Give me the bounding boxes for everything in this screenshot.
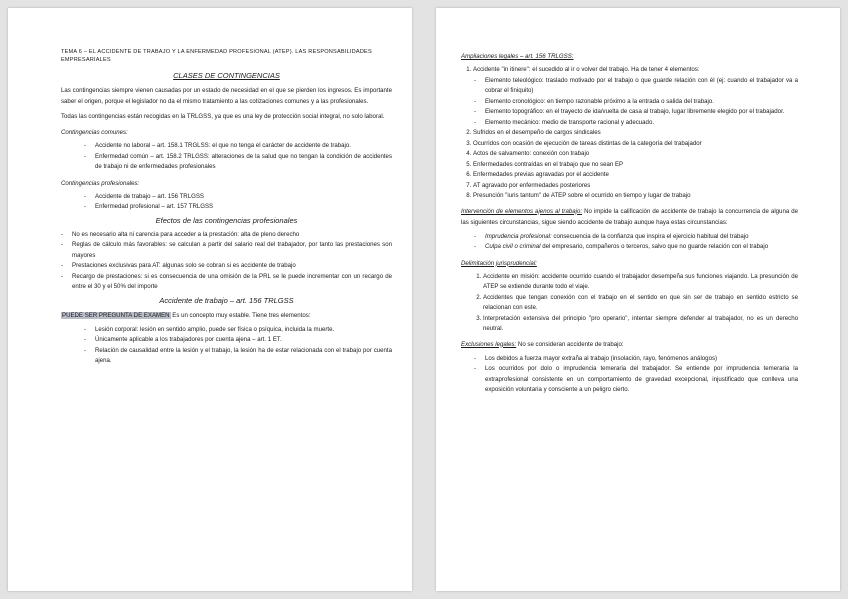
list-item: - Accidente no laboral – art. 158.1 TRGLSS: el que no tenga el carácter de accidente de trabajo.	[95, 141, 392, 152]
list-item: - Accidente de trabajo – art. 156 TRLGSS	[95, 192, 392, 203]
in-itinere-sublist	[473, 76, 798, 129]
document-page-left	[8, 8, 412, 591]
list-item: - Los debidos a fuerza mayor extraña al trabajo (insolación, rayo, fenómenos análogos)	[485, 354, 798, 365]
list-item: - Elemento topográfico: en el trayecto de ida/vuelta de casa al trabajo, lugar libremente elegido por el trabajador.	[485, 107, 798, 118]
list-item: 8. Presunción "iuris tantum" de ATEP sobre el ocurrido en tiempo y lugar de trabajo	[473, 191, 798, 202]
efectos-title: Efectos de las contingencias profesionales	[155, 215, 298, 225]
list-item: 6. Enfermedades previas agravadas por el accidente	[473, 170, 798, 181]
exam-highlight: PUEDE SER PREGUNTA DE EXAMEN	[62, 311, 170, 319]
exclusiones-label: Exclusiones legales:	[461, 340, 517, 348]
list-item: 3. Interpretación extensiva del principio "pro operario", intentar siempre defender al trabajador, no es un derecho neutral.	[483, 314, 798, 335]
list-item: - Únicamente aplicable a los trabajadores por cuenta ajena – art. 1 ET.	[95, 335, 392, 346]
exclusiones-paragraph	[461, 339, 798, 350]
document-header: TEMA 6 – EL ACCIDENTE DE TRABAJO Y LA ENFERMEDAD PROFESIONAL (ATEP). LAS RESPONSABILIDADES EMPRESARIALES	[61, 49, 372, 63]
ampliaciones-list	[461, 65, 798, 202]
definition: del empresario, compañeros o terceros, salvo que no guarde relación con el trabajo	[540, 243, 769, 250]
in-itinere-text: Accidente "in itinere": el sucedido al ir o volver del trabajo. Ha de tener 4 elementos:	[473, 66, 700, 73]
document-page-right	[436, 8, 840, 591]
accidente-title: Accidente de trabajo – art. 156 TRLGSS	[159, 295, 294, 305]
list-item: - Recargo de prestaciones: si es consecuencia de una omisión de la PRL se le puede incrementar con un recargo de entre el 30 y el 50% del importe	[72, 272, 392, 293]
list-item: - Los ocurridos por dolo o imprudencia temeraria del trabajador. Se entiende por imprudencia temeraria la extraprofesional consistente en un comportamiento de gravedad excepcional, injustificado que conlleva una exposición voluntaria y consciente a un peligro cierto.	[485, 364, 798, 396]
intervencion-paragraph	[461, 206, 798, 228]
accidente-intro	[61, 310, 392, 321]
list-item	[485, 232, 798, 243]
list-item: - Enfermedad profesional – art. 157 TRLGSS	[95, 202, 392, 213]
list-item: - Enfermedad común – art. 158.2 TRLGSS: alteraciones de la salud que no tengan la condición de accidentes de trabajo ni de enfermedades profesionales	[95, 152, 392, 173]
exclusiones-text: No se consideran accidente de trabajo:	[516, 340, 624, 348]
intro-paragraph-2: Todas las contingencias están recogidas en la TRLGSS, ya que es una ley de protección social integral, no solo laboral.	[61, 113, 385, 120]
delimitacion-label: Delimitación jurisprudencial:	[461, 259, 537, 267]
list-item: - Elemento mecánico: medio de transporte racional y adecuado.	[485, 118, 798, 129]
accidente-intro-text: Es un concepto muy estable. Tiene tres elementos:	[170, 311, 311, 319]
term: Imprudencia profesional:	[485, 232, 552, 240]
list-item: - Reglas de cálculo más favorables: se calculan a partir del salario real del trabajador, por tanto las prestaciones son mayores	[72, 240, 392, 261]
intervencion-label: Intervención de elementos ajenos al trabajo:	[461, 207, 583, 215]
delimitacion-list	[461, 272, 798, 335]
list-item: 7. AT agravado por enfermedades posteriores	[473, 181, 798, 192]
exclusiones-list	[461, 354, 798, 396]
list-item: - Elemento teleológico: traslado motivado por el trabajo o que guarde relación con él (ej: cuando el trabajador va a cobrar el finiquito)	[485, 76, 798, 97]
comunes-list	[61, 141, 392, 173]
list-item	[473, 65, 798, 128]
intervencion-text: No impide la calificación de accidente de trabajo la concurrencia de alguna de las siguientes circunstancias, sigue siendo accidente de trabajo aunque haya estas circunstancias:	[461, 207, 798, 226]
profesionales-list	[61, 192, 392, 213]
list-item	[485, 242, 798, 253]
list-item: 2. Sufridos en el desempeño de cargos sindicales	[473, 128, 798, 139]
list-item: 4. Actos de salvamento: conexión con trabajo	[473, 149, 798, 160]
list-item: - Lesión corporal: lesión en sentido amplio, puede ser física o psíquica, incluida la muerte.	[95, 325, 392, 336]
comunes-label: Contingencias comunes:	[61, 129, 128, 136]
list-item: 2. Accidentes que tengan conexión con el trabajo en el sentido en que sin ser de trabajo en sentido estricto se relacionan con este.	[483, 293, 798, 314]
elementos-list	[61, 325, 392, 367]
list-item: 5. Enfermedades contraídas en el trabajo que no sean EP	[473, 160, 798, 171]
efectos-list	[61, 230, 392, 293]
profesionales-label: Contingencias profesionales:	[61, 179, 140, 187]
term: Culpa civil o criminal	[485, 243, 541, 250]
section-title-clases: CLASES DE CONTINGENCIAS	[173, 71, 280, 80]
list-item: - Prestaciones exclusivas para AT: algunas solo se cobran si es accidente de trabajo	[72, 261, 392, 272]
intro-paragraph-1: Las contingencias siempre vienen causadas por un estado de necesidad en el que se pierden los ingresos. Es importante saber el origen, porque el legislador no da el mismo tratamiento a las cotizaciones comunes y a las profesionales.	[61, 87, 392, 105]
list-item: - Relación de causalidad entre la lesión y el trabajo, la lesión ha de estar relacionada con el trabajo por cuenta ajena.	[95, 346, 392, 367]
list-item: 1. Accidente en misión: accidente ocurrido cuando el trabajador desempeña sus funciones viajando. La presunción de ATEP se extiende durante todo el viaje.	[483, 272, 798, 293]
list-item: - No es necesario alta ni carencia para acceder a la prestación: alta de pleno derecho	[72, 230, 392, 241]
list-item: - Elemento cronológico: en tiempo razonable próximo a la entrada o salida del trabajo.	[485, 97, 798, 108]
ampliaciones-label: Ampliaciones legales – art. 156 TRLGSS:	[461, 53, 574, 60]
list-item: 3. Ocurridos con ocasión de ejecución de tareas distintas de la categoría del trabajador	[473, 139, 798, 150]
intervencion-list	[461, 232, 798, 253]
definition: consecuencia de la confianza que inspira el ejercicio habitual del trabajo	[551, 232, 749, 240]
